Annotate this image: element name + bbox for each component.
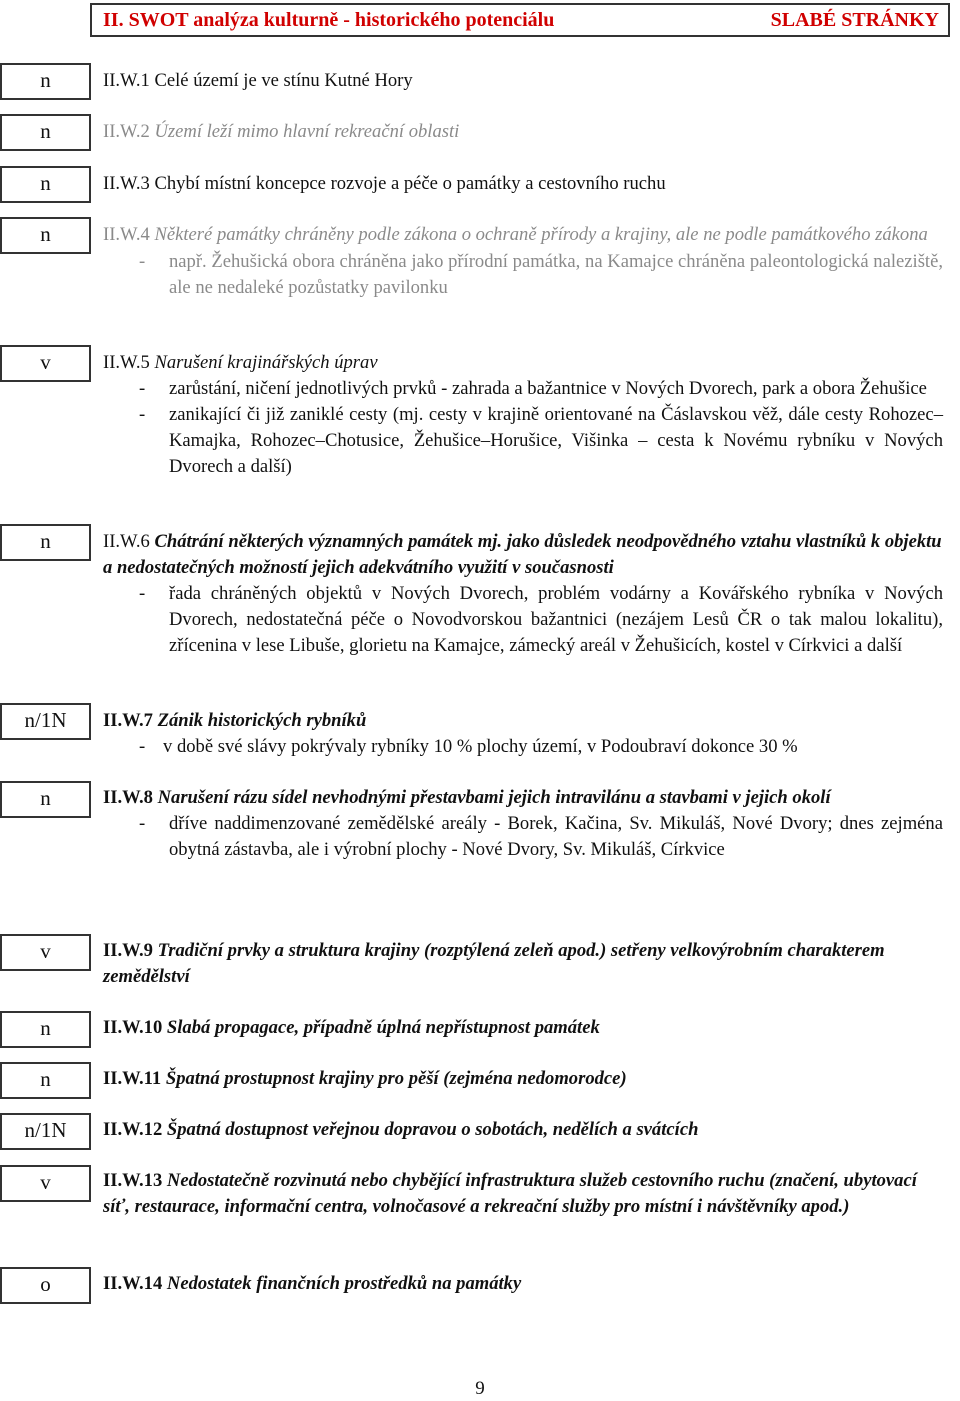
- rating-box: n/1N: [0, 1113, 91, 1150]
- weakness-item-3: [103, 171, 943, 197]
- weakness-item-11: [103, 1066, 943, 1092]
- section-tag: SLABÉ STRÁNKY: [770, 9, 939, 31]
- bullet-item: - dříve naddimenzované zemědělské areály - Borek, Kačina, Sv. Mikuláš, Nové Dvory; dnes zejména obytná zástavba, ale i výrobní plochy - Nové Dvory, Sv. Mikuláš, Církvice: [139, 813, 943, 860]
- bullet-item: - řada chráněných objektů v Nových Dvorech, problém vodárny a Kovářského rybníka v Nových Dvorech, nedostatečná péče o Novodvorskou bažantnici (nezájem Lesů ČR o tak malou lokalitu), zřícenina v lese Libuše, glorietu na Kamajce, zámecký areál v Žehušicích, kostel v Církvici a další: [139, 583, 943, 656]
- page-number: 9: [475, 1378, 485, 1399]
- weakness-title: II.W.12 Špatná dostupnost veřejnou dopravou o sobotách, nedělích a svátcích: [103, 1119, 699, 1140]
- weakness-title: II.W.9 Tradiční prvky a struktura krajiny (rozptýlená zeleň apod.) setřeny velkovýrobním charakterem zemědělství: [103, 940, 885, 987]
- rating-box: n: [0, 1062, 91, 1099]
- weakness-item-6: [103, 529, 943, 659]
- weakness-item-14: [103, 1271, 943, 1297]
- weakness-item-12: [103, 1117, 943, 1143]
- weakness-title: II.W.4 Některé památky chráněny podle zákona o ochraně přírody a krajiny, ale ne podle památkového zákona: [103, 224, 928, 245]
- rating-box: n/1N: [0, 703, 91, 740]
- weakness-title: II.W.14 Nedostatek finančních prostředků na památky: [103, 1273, 522, 1294]
- rating-box: n: [0, 1011, 91, 1048]
- weakness-title: II.W.10 Slabá propagace, případně úplná nepřístupnost památek: [103, 1017, 600, 1038]
- weakness-title: II.W.11 Špatná prostupnost krajiny pro pěší (zejména nedomorodce): [103, 1068, 627, 1089]
- weakness-title: II.W.6 Chátrání některých významných památek mj. jako důsledek neodpovědného vztahu vlastníků k objektu a nedostatečných možností jejich adekvátního využití v současnosti: [103, 531, 942, 578]
- weakness-item-1: [103, 68, 943, 94]
- rating-box: n: [0, 166, 91, 203]
- rating-box: n: [0, 781, 91, 818]
- weakness-item-4: [103, 222, 943, 301]
- section-title: II. SWOT analýza kulturně - historického potenciálu: [103, 9, 555, 31]
- rating-box: n: [0, 524, 91, 561]
- rating-box: v: [0, 1165, 91, 1202]
- rating-box: n: [0, 217, 91, 254]
- weakness-title: II.W.7 Zánik historických rybníků: [103, 710, 367, 731]
- weakness-item-13: [103, 1168, 943, 1220]
- weakness-title: II.W.5 Narušení krajinářských úprav: [103, 352, 378, 373]
- rating-box: v: [0, 934, 91, 971]
- weakness-title: II.W.2 Území leží mimo hlavní rekreační oblasti: [103, 121, 460, 142]
- weakness-item-8: [103, 785, 943, 863]
- weakness-item-2: [103, 119, 943, 145]
- rating-box: v: [0, 345, 91, 382]
- weakness-title: II.W.13 Nedostatečně rozvinutá nebo chybějící infrastruktura služeb cestovního ruchu (značení, ubytovací síť, restaurace, informační centra, volnočasové a rekreační služby pro místní i návštěvníky apod.): [103, 1170, 917, 1217]
- weakness-title: II.W.1 Celé území je ve stínu Kutné Hory: [103, 70, 413, 91]
- rating-box: o: [0, 1267, 91, 1304]
- weakness-item-5: [103, 350, 943, 480]
- bullet-item: - v době své slávy pokrývaly rybníky 10 % plochy území, v Podoubraví dokonce 30 %: [139, 736, 798, 757]
- bullet-item: - zanikající či již zaniklé cesty (mj. cesty v krajině orientované na Čáslavskou věž, dále cesty Rohozec–Kamajka, Rohozec–Chotusice, Žehušice–Horušice, Višinka – cesta k Novému rybníku v Nových Dvorech a další): [139, 404, 943, 477]
- weakness-title: II.W.8 Narušení rázu sídel nevhodnými přestavbami jejich intravilánu a stavbami v jejich okolí: [103, 787, 831, 808]
- weakness-item-7: [103, 708, 943, 760]
- weakness-item-9: [103, 938, 943, 990]
- rating-box: n: [0, 63, 91, 100]
- rating-box: n: [0, 114, 91, 151]
- bullet-item: - zarůstání, ničení jednotlivých prvků - zahrada a bažantnice v Nových Dvorech, park a obora Žehušice: [139, 378, 927, 399]
- section-header: [90, 3, 950, 37]
- bullet-item: - např. Žehušická obora chráněna jako přírodní památka, na Kamajce chráněna paleontologická naleziště, ale ne nedaleké pozůstatky pavilonku: [139, 251, 943, 298]
- weakness-title: II.W.3 Chybí místní koncepce rozvoje a péče o památky a cestovního ruchu: [103, 173, 666, 194]
- weakness-item-10: [103, 1015, 943, 1041]
